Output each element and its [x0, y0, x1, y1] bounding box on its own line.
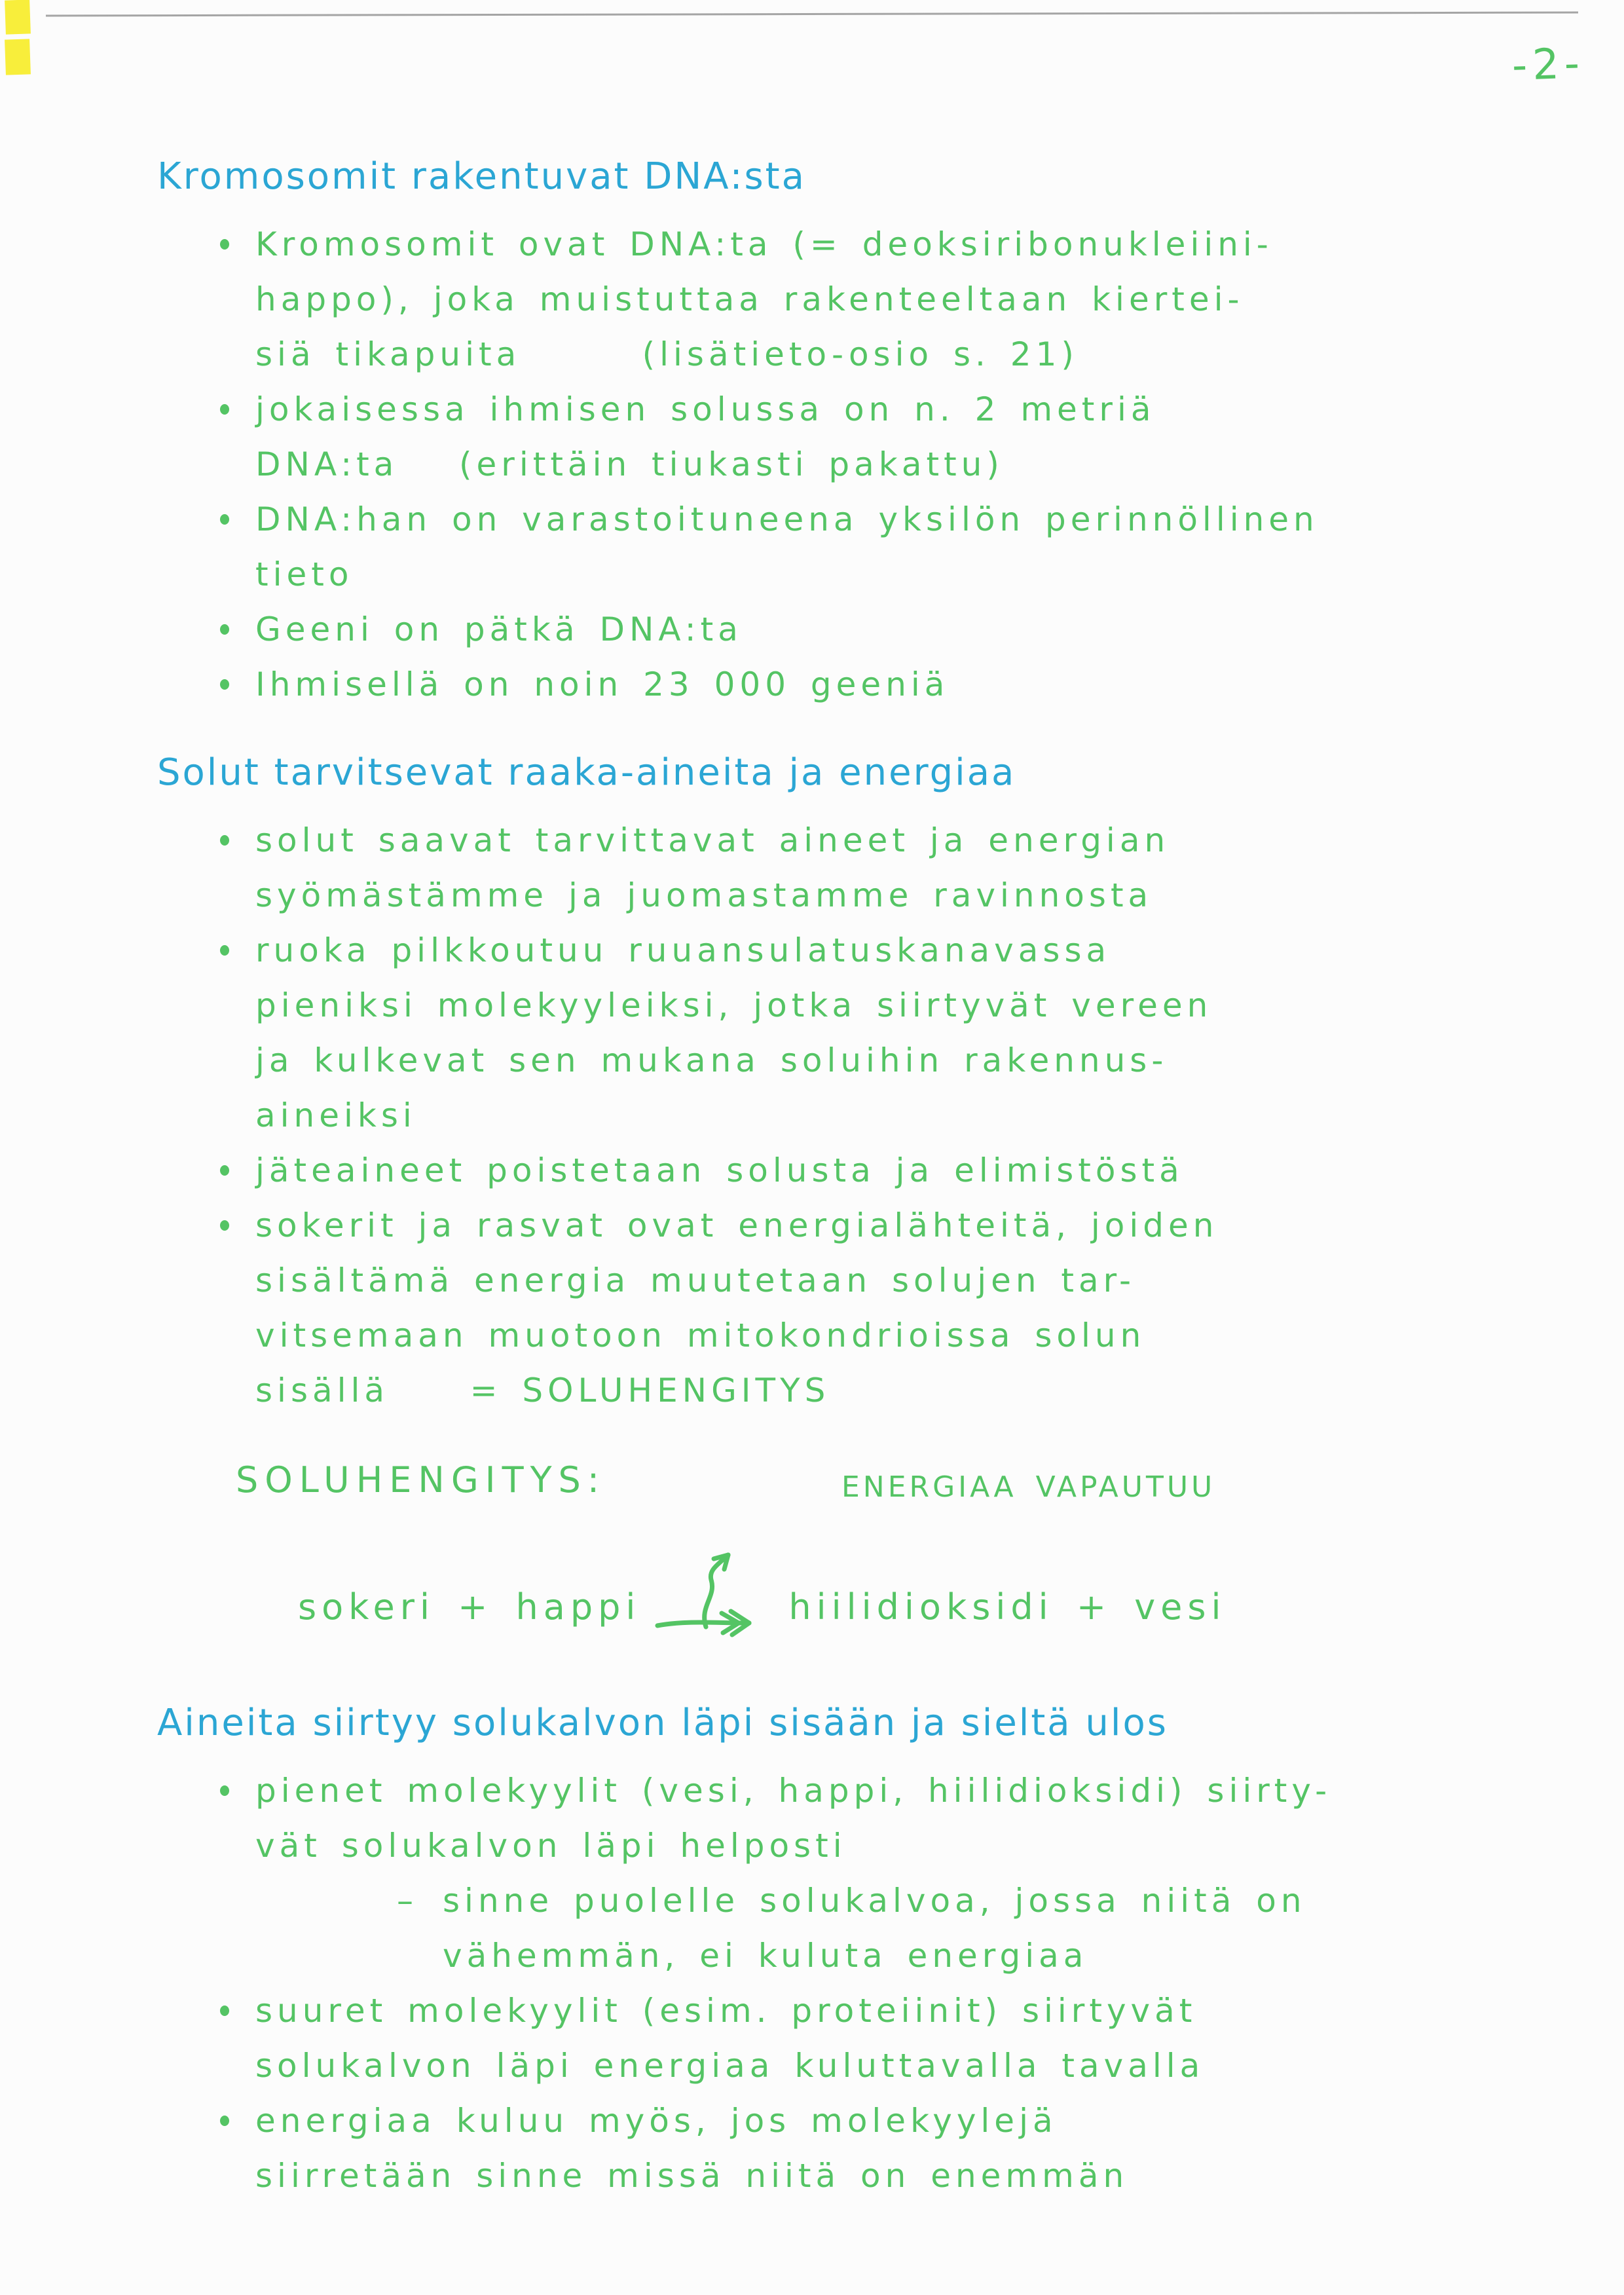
- equation-reactants: sokeri + happi: [298, 1586, 641, 1628]
- item-text: [255, 1198, 1578, 1418]
- yellow-corner-mark: [5, 0, 31, 35]
- list-item: [210, 1143, 1578, 1198]
- scan-artifact-line: [46, 12, 1578, 17]
- note-line: sisältämä energia muutetaan solujen tar-: [255, 1261, 1136, 1299]
- dot-bullet-icon: [210, 1983, 255, 2038]
- dash-bullet-icon: –: [397, 1882, 413, 1920]
- list-item: [210, 657, 1578, 712]
- item-text: [255, 1983, 1578, 2093]
- item-text: [255, 217, 1578, 382]
- note-line: ja kulkevat sen mukana soluihin rakennus-: [255, 1041, 1168, 1079]
- item-text: [255, 923, 1578, 1143]
- note-line: Geeni on pätkä DNA:ta: [255, 610, 743, 648]
- note-line: happo), joka muistuttaa rakenteeltaan kiertei-: [255, 280, 1244, 318]
- note-line: vät solukalvon läpi helposti: [255, 1827, 847, 1865]
- note-line: jäteaineet poistetaan solusta ja elimistöstä: [255, 1151, 1184, 1189]
- section-heading: Kromosomit rakentuvat DNA:sta: [157, 155, 806, 198]
- dot-bullet-icon: [210, 1198, 255, 1253]
- list-item: [210, 1763, 1578, 1873]
- dot-bullet-icon: [210, 602, 255, 657]
- dot-bullet-icon: [210, 923, 255, 978]
- section-heading: Solut tarvitsevat raaka-aineita ja energiaa: [157, 751, 1016, 794]
- dot-bullet-icon: [210, 492, 255, 547]
- note-line: sinne puolelle solukalvoa, jossa niitä on: [443, 1882, 1306, 1920]
- yellow-corner-mark: [5, 39, 31, 75]
- note-line: siirretään sinne missä niitä on enemmän: [255, 2157, 1129, 2195]
- list-item: [210, 2093, 1578, 2203]
- note-line: pieniksi molekyyleiksi, jotka siirtyvät vereen: [255, 986, 1213, 1024]
- list-item: [210, 813, 1578, 923]
- section-chromosomes: [157, 147, 1578, 712]
- note-line: vitsemaan muotoon mitokondrioissa solun: [255, 1316, 1146, 1354]
- item-text: [255, 602, 1578, 657]
- list-item: [393, 1873, 1578, 1983]
- bullet-list: [210, 217, 1578, 712]
- item-text: [255, 813, 1578, 923]
- section-membrane-transport: [157, 1694, 1578, 2203]
- equation-products: hiilidioksidi + vesi: [788, 1586, 1227, 1628]
- note-line: suuret molekyylit (esim. proteiinit) siirtyvät: [255, 1992, 1197, 2030]
- list-item: [210, 492, 1578, 602]
- list-item: [210, 217, 1578, 382]
- note-line: tieto: [255, 555, 354, 593]
- note-line: pienet molekyylit (vesi, happi, hiilidioksidi) siirty-: [255, 1772, 1332, 1810]
- note-line: siä tikapuita (lisätieto-osio s. 21): [255, 335, 1079, 373]
- item-text: [255, 1763, 1578, 1873]
- item-text: [255, 657, 1578, 712]
- note-line: ruoka pilkkoutuu ruuansulatuskanavassa: [255, 931, 1111, 969]
- dot-bullet-icon: [210, 1143, 255, 1198]
- note-line: Ihmisellä on noin 23 000 geeniä: [255, 665, 950, 703]
- list-item: [210, 382, 1578, 492]
- respiration-label: SOLUHENGITYS:: [236, 1459, 606, 1501]
- note-line: sokerit ja rasvat ovat energialähteitä, joiden: [255, 1206, 1219, 1244]
- item-text: [255, 2093, 1578, 2203]
- section-cell-needs: [157, 743, 1578, 1418]
- item-text: [255, 1143, 1578, 1198]
- list-item: [210, 923, 1578, 1143]
- note-line: energiaa kuluu myös, jos molekyylejä: [255, 2102, 1058, 2140]
- note-line: aineiksi: [255, 1096, 416, 1134]
- note-line: sisällä = SOLUHENGITYS: [255, 1371, 830, 1409]
- notes-content: [157, 147, 1578, 2203]
- note-line: DNA:han on varastoituneena yksilön perinnöllinen: [255, 500, 1319, 538]
- bullet-list: [210, 1763, 1578, 2203]
- page-number: -2-: [1511, 39, 1586, 90]
- list-item: [210, 602, 1578, 657]
- note-line: solukalvon läpi energiaa kuluttavalla tavalla: [255, 2047, 1205, 2085]
- note-line: solut saavat tarvittavat aineet ja energian: [255, 821, 1170, 859]
- dot-bullet-icon: [210, 1763, 255, 1818]
- bullet-list: [210, 813, 1578, 1418]
- section-heading: Aineita siirtyy solukalvon läpi sisään ja sieltä ulos: [157, 1702, 1168, 1744]
- reaction-arrow-icon: [652, 1546, 777, 1644]
- note-line: DNA:ta (erittäin tiukasti pakattu): [255, 445, 1004, 483]
- dot-bullet-icon: [210, 382, 255, 437]
- note-line: syömästämme ja juomastamme ravinnosta: [255, 876, 1153, 914]
- dot-bullet-icon: [210, 813, 255, 868]
- dot-bullet-icon: [210, 217, 255, 272]
- note-line: jokaisessa ihmisen solussa on n. 2 metriä: [255, 390, 1156, 428]
- list-item: [210, 1983, 1578, 2093]
- list-item: [210, 1198, 1578, 1418]
- energy-released-annotation: ENERGIAA VAPAUTUU: [841, 1470, 1216, 1504]
- cell-respiration-block: [236, 1451, 1578, 1635]
- note-line: Kromosomit ovat DNA:ta (= deoksiribonukleiini-: [255, 225, 1273, 263]
- item-text: [255, 492, 1578, 602]
- note-line: vähemmän, ei kuluta energiaa: [443, 1937, 1088, 1975]
- item-text: [443, 1873, 1578, 1983]
- item-text: [255, 382, 1578, 492]
- dot-bullet-icon: [210, 657, 255, 712]
- dot-bullet-icon: [210, 2093, 255, 2148]
